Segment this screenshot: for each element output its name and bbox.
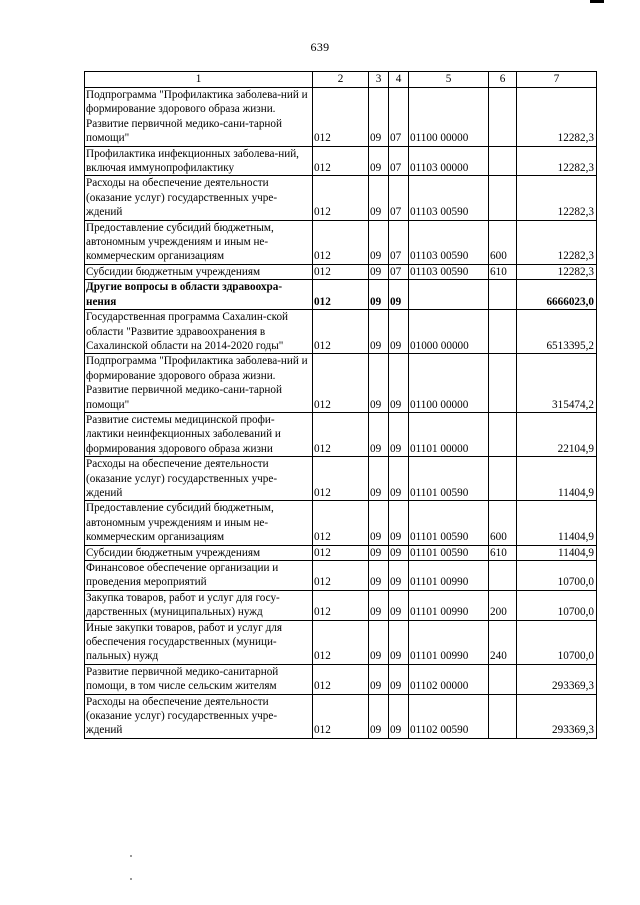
- column-header-2: 2: [313, 72, 369, 88]
- table-row: [85, 561, 597, 591]
- subsection-cell: 09: [389, 280, 409, 310]
- target-article-cell: 01103 00000: [409, 146, 489, 176]
- section-cell: 09: [369, 176, 389, 220]
- owner-code-cell: 012: [313, 620, 369, 664]
- owner-code-cell: 012: [313, 146, 369, 176]
- expense-type-cell: [489, 310, 517, 354]
- amount-cell: 12282,3: [517, 220, 597, 264]
- row-name-cell: Другие вопросы в области здравоохра-нения: [85, 280, 313, 310]
- subsection-cell: 09: [389, 501, 409, 545]
- target-article-cell: [409, 280, 489, 310]
- subsection-cell: 07: [389, 220, 409, 264]
- column-header-7: 7: [517, 72, 597, 88]
- row-name-cell: Субсидии бюджетным учреждениям: [85, 264, 313, 279]
- expense-type-cell: [489, 280, 517, 310]
- section-cell: 09: [369, 664, 389, 694]
- amount-cell: 10700,0: [517, 590, 597, 620]
- owner-code-cell: 012: [313, 664, 369, 694]
- amount-cell: 293369,3: [517, 664, 597, 694]
- target-article-cell: 01103 00590: [409, 220, 489, 264]
- subsection-cell: 07: [389, 88, 409, 147]
- column-header-6: 6: [489, 72, 517, 88]
- subsection-cell: 07: [389, 264, 409, 279]
- owner-code-cell: 012: [313, 694, 369, 738]
- amount-cell: 11404,9: [517, 457, 597, 501]
- subsection-cell: 09: [389, 545, 409, 560]
- row-name-cell: Профилактика инфекционных заболева-ний, включая иммунопрофилактику: [85, 146, 313, 176]
- table-row: [85, 88, 597, 147]
- expense-type-cell: 610: [489, 264, 517, 279]
- owner-code-cell: 012: [313, 561, 369, 591]
- row-name-cell: Закупка товаров, работ и услуг для госу-дарственных (муниципальных) нужд: [85, 590, 313, 620]
- table-row: [85, 354, 597, 413]
- subsection-cell: 09: [389, 694, 409, 738]
- expense-type-cell: 600: [489, 501, 517, 545]
- subsection-cell: 09: [389, 590, 409, 620]
- expense-type-cell: [489, 354, 517, 413]
- section-cell: 09: [369, 280, 389, 310]
- target-article-cell: 01101 00590: [409, 501, 489, 545]
- target-article-cell: 01101 00990: [409, 620, 489, 664]
- owner-code-cell: 012: [313, 176, 369, 220]
- expense-type-cell: [489, 88, 517, 147]
- row-name-cell: Расходы на обеспечение деятельности (оказание услуг) государственных учре-ждений: [85, 457, 313, 501]
- amount-cell: 10700,0: [517, 620, 597, 664]
- table-row: [85, 220, 597, 264]
- expense-type-cell: [489, 561, 517, 591]
- owner-code-cell: 012: [313, 280, 369, 310]
- section-cell: 09: [369, 620, 389, 664]
- expense-type-cell: 200: [489, 590, 517, 620]
- owner-code-cell: 012: [313, 220, 369, 264]
- subsection-cell: 09: [389, 457, 409, 501]
- amount-cell: 12282,3: [517, 176, 597, 220]
- subsection-cell: 09: [389, 664, 409, 694]
- owner-code-cell: 012: [313, 545, 369, 560]
- table-row: [85, 664, 597, 694]
- section-cell: 09: [369, 694, 389, 738]
- table-row: [85, 590, 597, 620]
- row-name-cell: Развитие первичной медико-санитарной помощи, в том числе сельским жителям: [85, 664, 313, 694]
- section-cell: 09: [369, 354, 389, 413]
- row-name-cell: Государственная программа Сахалин-ской области "Развитие здравоохранения в Сахалинской области на 2014-2020 годы": [85, 310, 313, 354]
- table-row: [85, 176, 597, 220]
- table-row: [85, 457, 597, 501]
- amount-cell: 11404,9: [517, 501, 597, 545]
- subsection-cell: 07: [389, 176, 409, 220]
- subsection-cell: 09: [389, 412, 409, 456]
- expense-type-cell: [489, 457, 517, 501]
- section-cell: 09: [369, 264, 389, 279]
- owner-code-cell: 012: [313, 88, 369, 147]
- column-header-3: 3: [369, 72, 389, 88]
- amount-cell: 10700,0: [517, 561, 597, 591]
- table-row: [85, 146, 597, 176]
- scan-speck: [130, 855, 132, 857]
- subsection-cell: 09: [389, 620, 409, 664]
- owner-code-cell: 012: [313, 501, 369, 545]
- row-name-cell: Подпрограмма "Профилактика заболева-ний и формирование здорового образа жизни. Развитие первичной медико-сани-тарной помощи": [85, 354, 313, 413]
- subsection-cell: 07: [389, 146, 409, 176]
- section-cell: 09: [369, 310, 389, 354]
- owner-code-cell: 012: [313, 590, 369, 620]
- section-cell: 09: [369, 88, 389, 147]
- table-body: [85, 88, 597, 739]
- section-cell: 09: [369, 412, 389, 456]
- owner-code-cell: 012: [313, 264, 369, 279]
- owner-code-cell: 012: [313, 412, 369, 456]
- column-header-5: 5: [409, 72, 489, 88]
- expense-type-cell: [489, 694, 517, 738]
- amount-cell: 315474,2: [517, 354, 597, 413]
- target-article-cell: 01101 00000: [409, 412, 489, 456]
- target-article-cell: 01101 00590: [409, 457, 489, 501]
- subsection-cell: 09: [389, 561, 409, 591]
- section-cell: 09: [369, 561, 389, 591]
- table-header-row: [85, 72, 597, 88]
- table-row: [85, 412, 597, 456]
- table-row: [85, 694, 597, 738]
- table-row: [85, 501, 597, 545]
- expense-type-cell: 600: [489, 220, 517, 264]
- row-name-cell: Предоставление субсидий бюджетным, автономным учреждениям и иным не-коммерческим организациям: [85, 220, 313, 264]
- expense-type-cell: 240: [489, 620, 517, 664]
- amount-cell: 12282,3: [517, 88, 597, 147]
- scan-edge-mark: [590, 0, 604, 3]
- section-cell: 09: [369, 545, 389, 560]
- expense-type-cell: 610: [489, 545, 517, 560]
- owner-code-cell: 012: [313, 310, 369, 354]
- amount-cell: 12282,3: [517, 264, 597, 279]
- column-header-1: 1: [85, 72, 313, 88]
- row-name-cell: Подпрограмма "Профилактика заболева-ний и формирование здорового образа жизни. Развитие первичной медико-сани-тарной помощи": [85, 88, 313, 147]
- row-name-cell: Развитие системы медицинской профи-лактики неинфекционных заболеваний и формирования здорового образа жизни: [85, 412, 313, 456]
- target-article-cell: 01103 00590: [409, 264, 489, 279]
- table-row: [85, 280, 597, 310]
- amount-cell: 293369,3: [517, 694, 597, 738]
- row-name-cell: Расходы на обеспечение деятельности (оказание услуг) государственных учре-ждений: [85, 694, 313, 738]
- table-row: [85, 620, 597, 664]
- row-name-cell: Финансовое обеспечение организации и проведения мероприятий: [85, 561, 313, 591]
- expense-type-cell: [489, 664, 517, 694]
- section-cell: 09: [369, 457, 389, 501]
- target-article-cell: 01100 00000: [409, 88, 489, 147]
- expense-type-cell: [489, 176, 517, 220]
- subsection-cell: 09: [389, 310, 409, 354]
- section-cell: 09: [369, 501, 389, 545]
- scan-speck: [130, 878, 132, 880]
- table-row: [85, 264, 597, 279]
- section-cell: 09: [369, 590, 389, 620]
- expense-type-cell: [489, 412, 517, 456]
- page-number: 639: [310, 40, 330, 54]
- section-cell: 09: [369, 220, 389, 264]
- table-row: [85, 545, 597, 560]
- owner-code-cell: 012: [313, 354, 369, 413]
- target-article-cell: 01103 00590: [409, 176, 489, 220]
- target-article-cell: 01101 00590: [409, 545, 489, 560]
- expense-type-cell: [489, 146, 517, 176]
- amount-cell: 11404,9: [517, 545, 597, 560]
- target-article-cell: 01102 00000: [409, 664, 489, 694]
- row-name-cell: Иные закупки товаров, работ и услуг для обеспечения государственных (муници-пальных) нужд: [85, 620, 313, 664]
- target-article-cell: 01101 00990: [409, 561, 489, 591]
- target-article-cell: 01101 00990: [409, 590, 489, 620]
- budget-table: [84, 71, 597, 739]
- target-article-cell: 01000 00000: [409, 310, 489, 354]
- amount-cell: 12282,3: [517, 146, 597, 176]
- owner-code-cell: 012: [313, 457, 369, 501]
- row-name-cell: Субсидии бюджетным учреждениям: [85, 545, 313, 560]
- row-name-cell: Предоставление субсидий бюджетным, автономным учреждениям и иным не-коммерческим организациям: [85, 501, 313, 545]
- section-cell: 09: [369, 146, 389, 176]
- target-article-cell: 01100 00000: [409, 354, 489, 413]
- target-article-cell: 01102 00590: [409, 694, 489, 738]
- amount-cell: 6513395,2: [517, 310, 597, 354]
- column-header-4: 4: [389, 72, 409, 88]
- table-row: [85, 310, 597, 354]
- row-name-cell: Расходы на обеспечение деятельности (оказание услуг) государственных учре-ждений: [85, 176, 313, 220]
- amount-cell: 6666023,0: [517, 280, 597, 310]
- amount-cell: 22104,9: [517, 412, 597, 456]
- subsection-cell: 09: [389, 354, 409, 413]
